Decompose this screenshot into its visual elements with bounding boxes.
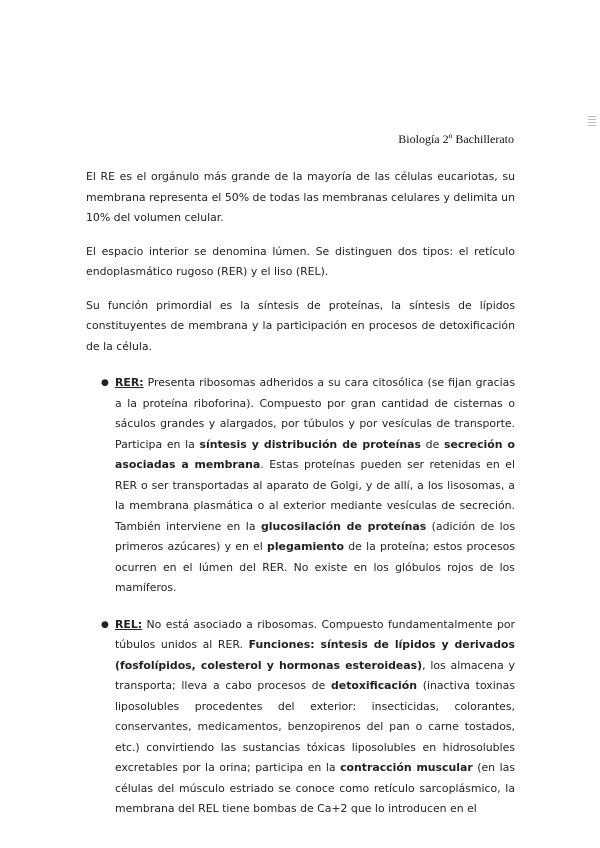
text-segment: . Estas proteínas pueden ser retenidas en el RER o ser transportadas al aparato de Golgi, y de allí, a los lisosomas, a la membrana plasmática o al exterior mediante vesículas de secreción. También interviene en la bbox=[115, 458, 515, 533]
bold-segment: plegamiento bbox=[267, 540, 344, 553]
bullet-icon: ● bbox=[101, 378, 109, 388]
text-segment: Presenta ribosomas adheridos a su cara citosólica (se fijan gracias a la proteína riboforina). Compuesto por gran cantidad de cisternas o sáculos grandes y alargados, por túbulos y por vesículas de transporte. Participa en la bbox=[115, 376, 515, 451]
term-rer: RER: bbox=[115, 376, 144, 389]
bold-segment: Funciones: síntesis de lípidos y derivados (fosfolípidos, colesterol y hormonas esteroideas) bbox=[115, 638, 515, 672]
term-rel: REL: bbox=[115, 617, 143, 631]
paragraph-lumen: El espacio interior se denomina lúmen. Se distinguen dos tipos: el retículo endoplasmático rugoso (RER) y el liso (REL). bbox=[86, 244, 515, 278]
scrollbar-handle[interactable] bbox=[588, 116, 596, 128]
bold-segment: síntesis y distribución de proteínas bbox=[199, 437, 421, 451]
bullet-icon: ● bbox=[101, 619, 109, 630]
bold-segment: detoxificación bbox=[331, 679, 417, 692]
text-segment: , los almacena y transporta; lleva a cabo procesos de bbox=[115, 658, 515, 692]
text-segment: (en las células del músculo estriado se conoce como retículo sarcoplásmico, la membrana del REL tiene bombas de Ca+2 que lo introducen en el bbox=[115, 761, 515, 815]
text-segment: de bbox=[420, 437, 444, 451]
page-header: Biología 2º Bachillerato bbox=[398, 132, 514, 146]
text-segment: No está asociado a ribosomas. Compuesto fundamentalmente por túbulos unidos al RER. bbox=[115, 617, 515, 651]
bold-segment: glucosilación de proteínas bbox=[260, 519, 427, 533]
document-body bbox=[86, 167, 515, 836]
text-segment: de la proteína; estos procesos ocurren en el lúmen del RER. No existe en los glóbulos rojos de los mamíferos. bbox=[115, 540, 515, 594]
re-types-list bbox=[86, 373, 515, 820]
text-segment: (adición de los primeros azúcares) y en el bbox=[115, 519, 515, 553]
paragraph-function: Su función primordial es la síntesis de proteínas, la síntesis de lípidos constituyentes de membrana y la participación en procesos de detoxificación de la célula. bbox=[86, 298, 515, 353]
paragraph-intro: El RE es el orgánulo más grande de la mayoría de las células eucariotas, su membrana representa el 50% de todas las membranas celulares y delimita un 10% del volumen celular. bbox=[86, 170, 515, 224]
text-segment: (inactiva toxinas liposolubles procedentes del exterior: insecticidas, colorantes, conservantes, medicamentos, benzopirenos del pan o carne tostados, etc.) convirtiendo las sustancias tóxicas liposolubles en hidrosolubles excretables por la orina; participa en la bbox=[115, 679, 516, 774]
bold-segment: secreción o asociadas a membrana bbox=[115, 437, 515, 471]
list-item-rel bbox=[86, 615, 515, 820]
list-item-rer bbox=[86, 373, 515, 599]
bold-segment: contracción muscular bbox=[340, 761, 473, 774]
